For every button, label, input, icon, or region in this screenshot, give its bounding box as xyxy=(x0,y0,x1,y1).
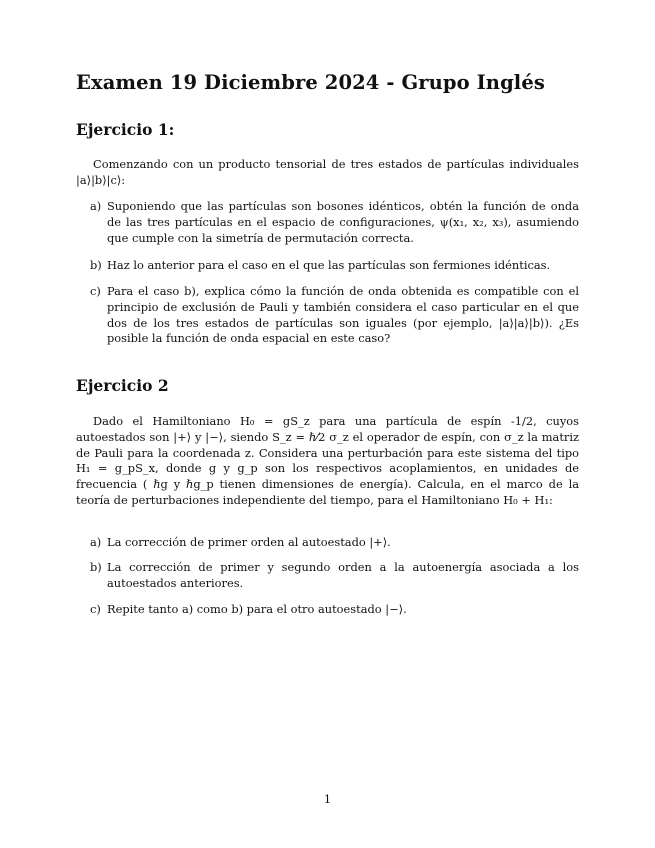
exercise-2-intro: Dado el Hamiltoniano H₀ = gS_z para una partícula de espín -1/2, cuyos autoestados son |+⟩ y |−⟩, siendo S_z = ℏ⁄2 σ_z el operador de espín, con σ_z la matriz de Pauli para la coordenada z. Considera una perturbación para este sistema del tipo H₁ = g_pS_x, donde g y g_p son los respectivos acoplamientos, en unidades de frecuencia ( ℏg y ℏg_p tienen dimensiones de energía). Calcula, en el marco de la teoría de perturbaciones independiente del tiempo, para el Hamiltoniano H₀ + H₁: xyxy=(76,414,579,507)
exercise-2-item-c xyxy=(90,602,579,618)
item-text: Suponiendo que las partículas son bosones idénticos, obtén la función de onda de las tres partículas en el espacio de configuraciones, ψ(x₁, x₂, x₃), asumiendo que cumple con la simetría de permutación correcta. xyxy=(107,199,579,245)
item-label: c) xyxy=(90,284,101,298)
item-text: Para el caso b), explica cómo la función de onda obtenida es compatible con el principio de exclusión de Pauli y también considera el caso particular en el que dos de los tres estados de partículas son iguales (por ejemplo, |a⟩|a⟩|b⟩). ¿Es posible la función de onda espacial en este caso? xyxy=(107,284,579,346)
item-label: a) xyxy=(90,199,102,213)
exercise-2-heading: Ejercicio 2 xyxy=(76,376,169,395)
page-title: Examen 19 Diciembre 2024 - Grupo Inglés xyxy=(76,71,545,94)
item-text: La corrección de primer orden al autoestado |+⟩. xyxy=(107,535,391,549)
exercise-2-item-b xyxy=(90,560,579,592)
item-label: a) xyxy=(90,535,102,549)
exercise-1-intro: Comenzando con un producto tensorial de tres estados de partículas individuales |a⟩|b⟩|c⟩: xyxy=(76,157,579,187)
item-label: c) xyxy=(90,602,101,616)
exercise-1-item-b xyxy=(90,258,579,274)
page-number: 1 xyxy=(323,792,332,806)
item-label: b) xyxy=(90,258,102,272)
exercise-1-heading: Ejercicio 1: xyxy=(76,120,175,139)
item-text: Haz lo anterior para el caso en el que las partículas son fermiones idénticas. xyxy=(107,258,551,272)
exercise-1-item-c xyxy=(90,284,579,347)
exercise-2-item-a xyxy=(90,535,579,551)
item-label: b) xyxy=(90,560,102,574)
item-text: Repite tanto a) como b) para el otro autoestado |−⟩. xyxy=(107,602,407,616)
item-text: La corrección de primer y segundo orden a la autoenergía asociada a los autoestados anteriores. xyxy=(107,560,579,590)
exercise-1-item-a xyxy=(90,199,579,246)
